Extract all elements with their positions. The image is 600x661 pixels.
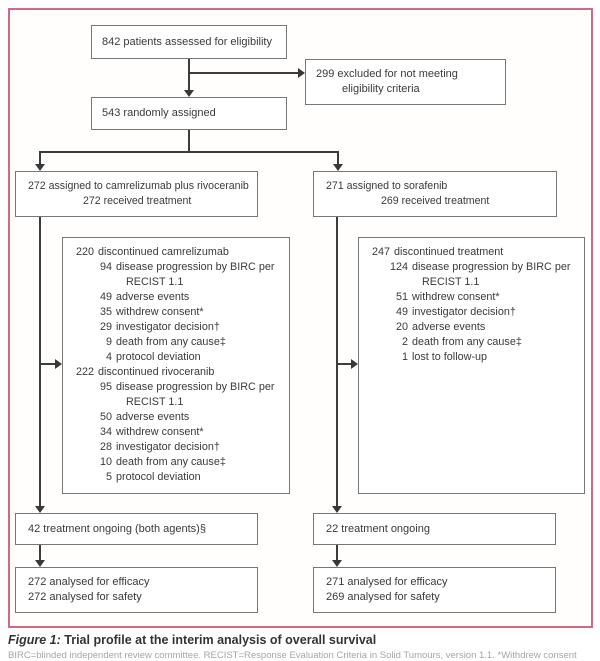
box-randomly-assigned [91,97,287,130]
discontinued-reason: 20 adverse events [395,321,486,333]
discontinued-reason: 9 death from any cause‡ [105,336,226,348]
randomized-text: 543 randomly assigned [102,107,216,119]
discontinued-reason: 35 withdrew consent* [99,306,204,318]
discontinued-reason: 34 withdrew consent* [99,426,204,438]
arrowhead-right-icon [351,359,358,369]
discontinued-item: 222 discontinued rivoceranib [75,366,215,378]
discontinued-reason: 2 death from any cause‡ [401,336,522,348]
assessed-text: 842 patients assessed for eligibility [102,36,272,48]
connector-assessed-randomized [188,59,190,90]
analysed-right-line1: 271 analysed for efficacy [326,576,448,588]
discontinued-reason: 124 disease progression by BIRC per [389,261,571,273]
figure-caption-label: Figure 1: [8,633,61,647]
connector-split-right [337,151,339,164]
box-arm-sorafenib [313,171,557,217]
connector-left-spine [39,217,41,506]
box-analysed-right [313,567,556,613]
discontinued-reason: 28 investigator decision† [99,441,220,453]
figure-caption [8,633,376,647]
arrowhead-down-icon [332,506,342,513]
discontinued-item: 247 discontinued treatment [371,246,504,258]
excluded-line2: eligibility criteria [342,83,420,95]
discontinued-reason: 29 investigator decision† [99,321,220,333]
connector-right-analysed [336,545,338,561]
box-assessed-eligibility [91,25,287,59]
box-discontinued-camrelizumab-rivoceranib [62,237,290,494]
arrowhead-down-icon [35,560,45,567]
arrowhead-down-icon [35,506,45,513]
arrowhead-down-icon [332,560,342,567]
ongoing-right-text: 22 treatment ongoing [326,523,430,535]
discontinued-reason: 51 withdrew consent* [395,291,500,303]
figure-footnote-clipped: BIRC=blinded independent review committee. RECIST=Response Evaluation Criteria in Solid Tumours, version 1.1. *Withdrew consent [8,650,577,661]
connector-left-branch [40,363,55,365]
connector-to-excluded [189,72,298,74]
discontinued-reason: 10 death from any cause‡ [99,456,226,468]
arrowhead-down-icon [184,90,194,97]
discontinued-reason: 94 disease progression by BIRC per [99,261,275,273]
arm-sorafenib-line1: 271 assigned to sorafenib [326,180,448,192]
connector-randomized-split [188,130,190,151]
discontinued-reason: 95 disease progression by BIRC per [99,381,275,393]
discontinued-reason-cont: RECIST 1.1 [126,396,184,408]
box-arm-camrelizumab-rivoceranib [15,171,258,217]
excluded-line1: 299 excluded for not meeting [316,68,458,80]
arm-sorafenib-line2: 269 received treatment [381,195,490,207]
arrowhead-down-icon [333,164,343,171]
connector-right-spine [336,217,338,506]
box-excluded [305,59,506,105]
box-discontinued-sorafenib [358,237,585,494]
connector-split-horizontal [39,151,338,153]
arrowhead-right-icon [298,68,305,78]
arrowhead-right-icon [55,359,62,369]
box-analysed-left [15,567,258,613]
arm-camrelizumab-line1: 272 assigned to camrelizumab plus rivoceranib [28,180,249,192]
figure-caption-title: Trial profile at the interim analysis of overall survival [60,633,377,647]
analysed-right-line2: 269 analysed for safety [326,591,440,603]
arrowhead-down-icon [35,164,45,171]
box-treatment-ongoing-left [15,513,258,545]
discontinued-item: 220 discontinued camrelizumab [75,246,229,258]
discontinued-reason: 5 protocol deviation [105,471,201,483]
analysed-left-line1: 272 analysed for efficacy [28,576,150,588]
discontinued-reason-cont: RECIST 1.1 [126,276,184,288]
discontinued-reason: 49 investigator decision† [395,306,516,318]
discontinued-reason: 50 adverse events [99,411,190,423]
connector-left-analysed [39,545,41,561]
connector-right-branch [337,363,351,365]
discontinued-reason: 4 protocol deviation [105,351,201,363]
box-treatment-ongoing-right [313,513,556,545]
discontinued-reason: 1 lost to follow-up [401,351,488,363]
ongoing-left-text: 42 treatment ongoing (both agents)§ [28,523,206,535]
discontinued-reason: 49 adverse events [99,291,190,303]
discontinued-reason-cont: RECIST 1.1 [422,276,480,288]
connector-split-left [39,151,41,164]
arm-camrelizumab-line2: 272 received treatment [83,195,192,207]
analysed-left-line2: 272 analysed for safety [28,591,142,603]
